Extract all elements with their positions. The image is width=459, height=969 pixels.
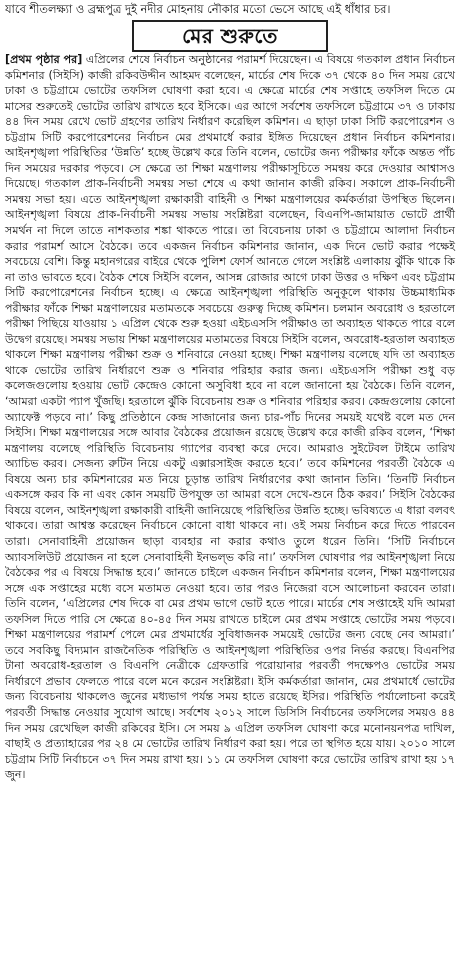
previous-article-continuation: যাবে শীতলক্ষ্যা ও ব্রহ্মপুত্র দুই নদীর মোহনায় নৌকার মতো ভেসে আছে এই ধাঁধার চর। bbox=[5, 2, 391, 16]
article-body bbox=[5, 52, 455, 783]
page-continuation-kicker: [প্রথম পৃষ্ঠার পর] bbox=[5, 53, 83, 66]
article-body-text: এপ্রিলের শেষে নির্বাচন অনুষ্ঠানের পরামর্শ দিয়েছেন। এ বিষয়ে গতকাল প্রধান নির্বাচন কমিশনার (সিইসি) কাজী রকিবউদ্দীন আহমদ বলেছেন, মার্চের শেষ দিকে ৩৭ থেকে ৪০ দিন সময় রেখে ঢাকা ও চট্টগ্রামে ভোটের তফসিল ঘোষণা করা হবে। এ ক্ষেত্রে মার্চের শেষ সপ্তাহে তফসিল দিতে মে মাসের শুরুতেই ভোটের তারিখ রাখতে হবে ইসিকে। এর আগে সর্বশেষ তফসিলে চট্টগ্রামে ৩৭ ও ঢাকায় ৪৪ দিন সময় রেখে ভোট গ্রহণের তারিখ নির্ধারণ করেছিল কমিশন। এ ছাড়া ঢাকা সিটি করপোরেশন ও চট্টগ্রাম সিটি করপোরেশনের নির্বাচন মের প্রথমার্ধে করার ইঙ্গিত দিয়েছেন প্রধান নির্বাচন কমিশনার। আইনশৃঙ্খলা পরিস্থিতির ‘উন্নতি’ হচ্ছে উল্লেখ করে তিনি বলেন, ভোটের জন্য পরীক্ষার ফাঁকে অন্তত পাঁচ দিন সময়ের দরকার পড়বে। সে ক্ষেত্রে তা শিক্ষা মন্ত্রণালয় পরীক্ষাসূচিতে সমন্বয় করে দেওয়ার আশ্বাসও দিয়েছে। গতকাল প্রাক-নির্বাচনী সমন্বয় সভা শেষে এ কথা জানান কাজী রকিব। সকালে প্রাক-নির্বাচনী সমন্বয় সভা হয়। এতে আইনশৃঙ্খলা রক্ষাকারী বাহিনী ও শিক্ষা মন্ত্রণালয়ের কর্মকর্তারা উপস্থিত ছিলেন। আইনশৃঙ্খলা বিষয়ে প্রাক-নির্বাচনী সমন্বয় সভায় সংশ্লিষ্টরা বলেছেন, বিএনপি-জামায়াত ভোটে প্রার্থী সমর্থন না দিলে তাতে নাশকতার শঙ্কা থাকতে পারে। তা বিবেচনায় ঢাকা ও চট্টগ্রামে আলাদা নির্বাচন করার পরামর্শ আসে বৈঠকে। তবে একজন নির্বাচন কমিশনার জানান, এক দিনে ভোট করার পক্ষেই সবচেয়ে বেশি। কিন্তু মহানগরের বাইরে থেকে পুলিশ ফোর্স আনতে গেলে সংশ্লিষ্ট এলাকায় ঝুঁকি থাকে কি না তাও ভাবতে হবে। বৈঠক শেষে সিইসি বলেন, আসন্ন রোজার আগে ঢাকা উত্তর ও দক্ষিণ এবং চট্টগ্রাম সিটি করপোরেশনের নির্বাচন হচ্ছে। এ ক্ষেত্রে আইনশৃঙ্খলা পরিস্থিতি অনুকূলে থাকায় উচ্চমাধ্যমিক পরীক্ষার ফাঁকে শিক্ষা মন্ত্রণালয়ের মতামতকে সবচেয়ে গুরুত্ব দিচ্ছে কমিশন। চলমান অবরোধ ও হরতালে পরীক্ষা পিছিয়ে যাওয়ায় ১ এপ্রিল থেকে শুরু হওয়া এইচএসসি পরীক্ষাও তা অব্যাহত থাকতে পারে বলে উদ্বেগ রয়েছে। সমন্বয় সভায় শিক্ষা মন্ত্রণালয়ের মতামতের বিষয়ে সিইসি বলেন, অবরোধ-হরতাল অব্যাহত থাকলে শিক্ষা মন্ত্রণালয় পরীক্ষা শুক্র ও শনিবারে নেওয়া হচ্ছে। শিক্ষা মন্ত্রণালয় বলেছে যদি তা অব্যাহত থাকে ভোটের তারিখ নির্ধারণে শুক্র ও শনিবার পরিহার করার জন্য। এইচএসসি পরীক্ষা শুধু বড় কলেজগুলোয় হওয়ায় ভোট কেন্দ্রেও কোনো অসুবিধা হবে না বলে জানানো হয় বৈঠকে। তিনি বলেন, ‘আমরা একটা প্যাপ খুঁজছি। হরতালে ঝুঁকি বিবেচনায় শুক্র ও শনিবার পরিহার করব। কেন্দ্রগুলোয় কোনো অ্যাফেক্ট পড়বে না।’ কিছু প্রতিষ্ঠানে কেন্দ্র সাজানোর জন্য চার-পাঁচ দিনের সময়ই যথেষ্ট বলে মত দেন সিইসি। শিক্ষা মন্ত্রণালয়ের সঙ্গে আবার বৈঠকের প্রয়োজন রয়েছে উল্লেখ করে কাজী রকিব বলেন, ‘শিক্ষা মন্ত্রণালয় বলেছে পরিস্থিতি বিবেচনায় গ্যাপের ব্যবস্থা করে দেবে। আমরাও সুইটেবল টাইমে তারিখ অ্যাচিভ করব। সেজন্য রুটিন নিয়ে একটু এক্সারসাইজ করতে হবে।’ তবে কমিশনের পরবর্তী বৈঠকে এ বিষয়ে অন্য চার কমিশনারের মত নিয়ে চূড়ান্ত তারিখ নির্ধারণের কথা জানান তিনি। ‘তিনটি নির্বাচন একসঙ্গে করব কি না এবং কোন সময়টি উপযুক্ত তা আমরা বসে দেখে-শুনে ঠিক করব।’ সিইসি বৈঠকের বিষয়ে বলেন, আইনশৃঙ্খলা রক্ষাকারী বাহিনী জানিয়েছে পরিস্থিতির উন্নতি হচ্ছে। ভবিষ্যতে এ ধারা বলবৎ থাকবে। তারা আশ্বস্ত করেছেন নির্বাচনে কোনো বাধা থাকবে না। ওই সময় নির্বাচন করে দিতে পারবেন তারা। সেনাবাহিনী প্রয়োজন ছাড়া ব্যবহার না করার কথাও তুলে ধরেন তিনি। ‘সিটি নির্বাচনে অ্যাবসলিউট প্রয়োজন না হলে সেনাবাহিনী ইনভল্ভ করি না।’ তফসিল ঘোষণার পর আইনশৃঙ্খলা নিয়ে বৈঠকের পর এ বিষয়ে সিদ্ধান্ত হবে।’ জানতে চাইলে একজন নির্বাচন কমিশনার বলেন, শিক্ষা মন্ত্রণালয়ের সঙ্গে এক সপ্তাহের মধ্যে বসে মতামত নেওয়া হবে। তার পরও নিজেরা বসে আলোচনা করবেন তারা। তিনি বলেন, ‘এপ্রিলের শেষ দিকে বা মের প্রথম ভাগে ভোট হতে পারে। মার্চের শেষ সপ্তাহেই যদি আমরা তফসিল দিতে পারি সে ক্ষেত্রে ৪০-৪৫ দিন সময় রাখতে চাইলে মের প্রথম সপ্তাহে ভোটের সময় পড়বে। শিক্ষা মন্ত্রণালয়ের পরামর্শ পেলে মের প্রথমার্ধের সুবিধাজনক সময়েই ভোটের জন্য বেছে নেব আমরা।’ তবে সবকিছু বিদ্যমান রাজনৈতিক পরিস্থিতি ও আইনশৃঙ্খলা পরিস্থিতির ওপর নির্ভর করছে। বিএনপির টানা অবরোধ-হরতাল ও বিএনপি নেত্রীকে গ্রেফতারি পরোয়ানার পরবর্তী পদক্ষেপও ভোটের সময় নির্ধারণে প্রভাব ফেলতে পারে বলে মনে করেন সংশ্লিষ্টরা। ইসি কর্মকর্তারা জানান, মের প্রথমার্ধে ভোটের জন্য বিবেচনায় থাকলেও জুনের মধ্যভাগ পর্যন্ত সময় হাতে রয়েছে ইসির। পরিস্থিতি পর্যালোচনা করেই পরবর্তী সিদ্ধান্ত নেওয়ার সুযোগ আছে। সর্বশেষ ২০১২ সালে ডিসিসি নির্বাচনের তফসিলের সময়ও ৪৪ দিন সময় রেখেছিল কাজী রকিবের ইসি। সে সময় ৯ এপ্রিল তফসিল ঘোষণা করে মনোনয়নপত্র দাখিল, বাছাই ও প্রত্যাহারের পর ২৪ মে ভোটের তারিখ নির্ধারণ করা হয়। পরে তা স্থগিত হয়ে যায়। ২০১০ সালে চট্টগ্রাম সিটি নির্বাচনে ৩৭ দিন সময় রাখা হয়। ১১ মে তফসিল ঘোষণা করে ভোটের তারিখ রাখা হয় ১৭ জুন। bbox=[5, 53, 455, 782]
headline-box bbox=[5, 20, 455, 50]
article-headline: মের শুরুতে bbox=[132, 20, 328, 52]
